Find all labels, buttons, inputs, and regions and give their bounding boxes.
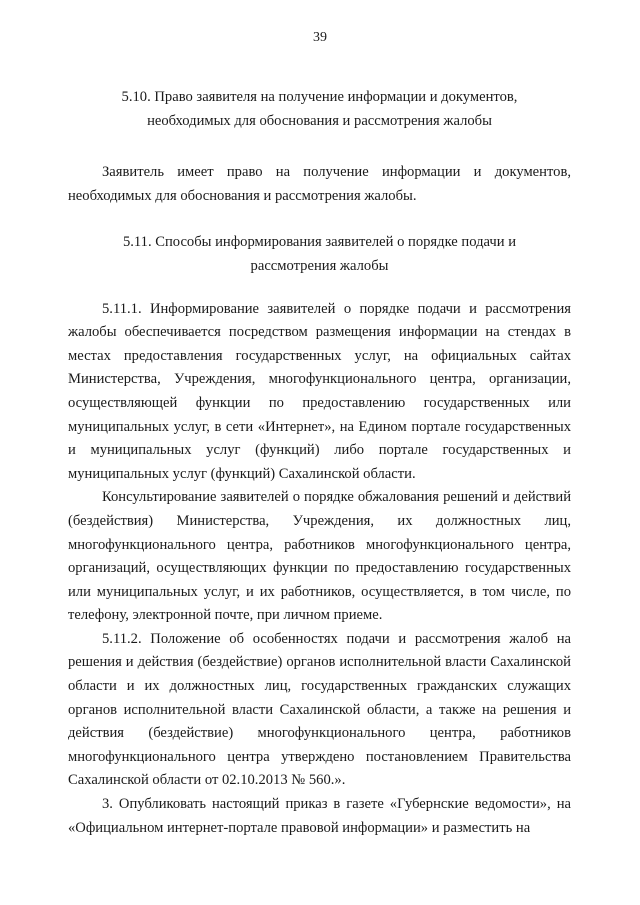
page-number: 39 xyxy=(313,30,327,45)
section-5-11-heading xyxy=(68,231,571,278)
section-5-10-heading xyxy=(68,86,571,133)
section-5-10-heading-line1: 5.10. Право заявителя на получение информации и документов, xyxy=(121,89,518,105)
section-5-10-text: Заявитель имеет право на получение информации и документов, необходимых для обоснования и рассмотрения жалобы. xyxy=(68,164,571,204)
document-body xyxy=(68,86,571,840)
paragraph-5-11-2: 5.11.2. Положение об особенностях подачи и рассмотрения жалоб на решения и действия (бездействие) органов исполнительной власти Сахалинской области и их должностных лиц, государственных гражданских служащих органов исполнительной власти Сахалинской области, а также на решения и действия (бездействие) многофункционального центра, работников многофункционального центра утверждено постановлением Правительства Сахалинской области от 02.10.2013 № 560.». xyxy=(68,630,571,789)
section-5-11-heading-line1: 5.11. Способы информирования заявителей о порядке подачи и xyxy=(122,234,517,251)
paragraph-item-3: 3. Опубликовать настоящий приказ в газете «Губернские ведомости», на «Официальном интернет-портале правовой информации» и разместить на xyxy=(68,796,571,836)
paragraph-consultation: Консультирование заявителей о порядке обжалования решений и действий (бездействия) Министерства, Учреждения, их должностных лиц, многофункционального центра, работников многофункционального центра, организаций, осуществляющих функции по предоставлению государственных или муниципальных услуг, и их работников, осуществляется, в том числе, по телефону, электронной почте, при личном приеме. xyxy=(68,489,571,624)
section-5-10-heading-line2: необходимых для обоснования и рассмотрения жалобы xyxy=(147,112,492,129)
section-5-11-heading-line2: рассмотрения жалобы xyxy=(250,257,389,274)
paragraph-5-11-1: 5.11.1. Информирование заявителей о порядке подачи и рассмотрения жалобы обеспечивается посредством размещения информации на стендах в местах предоставления государственных услуг, на официальных сайтах Министерства, Учреждения, многофункционального центра, организации, осуществляющей функции по предоставлению государственных или муниципальных услуг, в сети «Интернет», на Едином портале государственных и муниципальных услуг (функций) либо портале государственных и муниципальных услуг (функций) Сахалинской области. xyxy=(68,300,571,482)
